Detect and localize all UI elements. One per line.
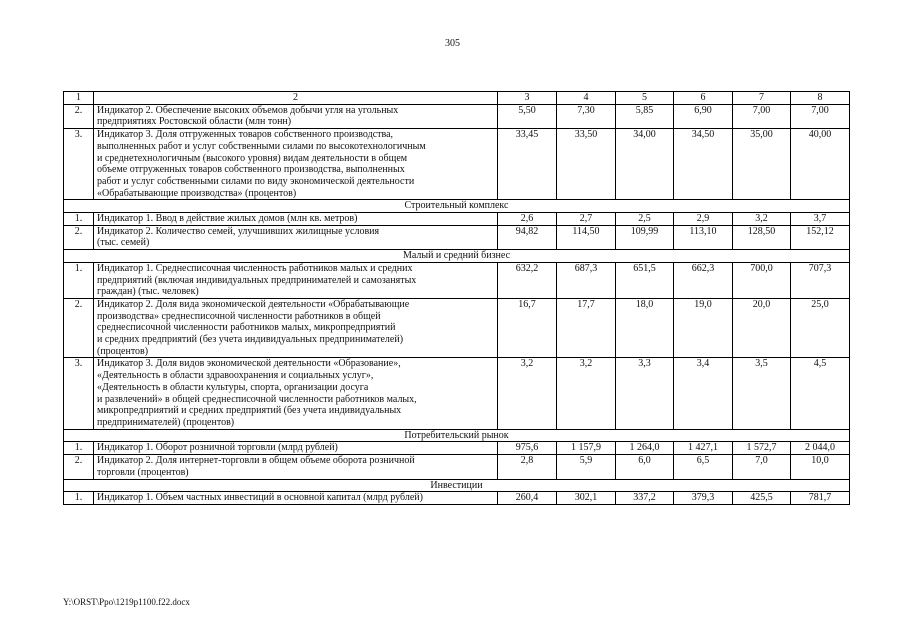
header-cell: 6: [674, 92, 733, 105]
description-line: Индикатор 1. Среднесписочная численность работников малых и средних: [97, 262, 413, 274]
table-body: [64, 104, 850, 504]
indicators-table: [63, 91, 850, 505]
indicator-description: [94, 358, 498, 429]
indicator-description: [94, 225, 498, 249]
description-line: «Деятельность в области здравоохранения и социальных услуг»,: [97, 370, 374, 382]
row-number: 1.: [64, 442, 94, 455]
value-cell: 33,50: [557, 129, 616, 200]
value-cell: 20,0: [733, 298, 791, 358]
value-cell: 302,1: [557, 492, 616, 505]
value-cell: 700,0: [733, 262, 791, 298]
description-line: «Деятельность в области культуры, спорта, организации досуга: [97, 381, 369, 393]
section-title: Малый и средний бизнес: [64, 250, 850, 263]
header-cell: 3: [498, 92, 557, 105]
row-number: 1.: [64, 492, 94, 505]
indicator-description: [94, 104, 498, 128]
indicator-description: [94, 442, 498, 455]
value-cell: 3,2: [733, 213, 791, 226]
value-cell: 7,00: [733, 104, 791, 128]
value-cell: 2,5: [616, 213, 674, 226]
table-row: [64, 262, 850, 298]
description-line: микропредприятий и средних предприятий (без учета индивидуальных: [97, 405, 402, 417]
table-row: [64, 225, 850, 249]
value-cell: 687,3: [557, 262, 616, 298]
value-cell: 781,7: [791, 492, 850, 505]
description-line: предприятиях Ростовской области (млн тонн): [97, 116, 292, 128]
value-cell: 425,5: [733, 492, 791, 505]
description-line: Индикатор 2. Доля вида экономической деятельности «Обрабатывающие: [97, 298, 410, 310]
value-cell: 5,50: [498, 104, 557, 128]
description-line: (тыс. семей): [97, 237, 150, 249]
value-cell: 33,45: [498, 129, 557, 200]
value-cell: 379,3: [674, 492, 733, 505]
header-cell: 5: [616, 92, 674, 105]
table-row: [64, 213, 850, 226]
header-cell: 4: [557, 92, 616, 105]
section-row: [64, 200, 850, 213]
value-cell: 975,6: [498, 442, 557, 455]
description-line: предприятий (включая индивидуальных предпринимателей и самозанятых: [97, 274, 417, 286]
description-line: торговли (процентов): [97, 466, 189, 478]
table-row: [64, 455, 850, 479]
value-cell: 707,3: [791, 262, 850, 298]
section-row: [64, 250, 850, 263]
value-cell: 2 044,0: [791, 442, 850, 455]
description-line: предпринимателей) (процентов): [97, 416, 235, 428]
value-cell: 17,7: [557, 298, 616, 358]
value-cell: 113,10: [674, 225, 733, 249]
value-cell: 5,9: [557, 455, 616, 479]
value-cell: 7,0: [733, 455, 791, 479]
section-row: [64, 479, 850, 492]
value-cell: 4,5: [791, 358, 850, 429]
page-number: 305: [445, 38, 460, 49]
table-row: [64, 442, 850, 455]
row-number: 1.: [64, 262, 94, 298]
section-title: Строительный комплекс: [64, 200, 850, 213]
value-cell: 3,4: [674, 358, 733, 429]
description-line: «Обрабатывающие производства» (процентов): [97, 187, 297, 199]
header-row: [64, 92, 850, 105]
description-line: (процентов): [97, 345, 149, 357]
description-line: Индикатор 1. Оборот розничной торговли (млрд рублей): [97, 442, 338, 454]
row-number: 3.: [64, 358, 94, 429]
description-line: работ и услуг собственными силами по виду экономической деятельности: [97, 175, 415, 187]
value-cell: 10,0: [791, 455, 850, 479]
description-line: Индикатор 1. Объем частных инвестиций в основной капитал (млрд рублей): [97, 492, 423, 504]
value-cell: 16,7: [498, 298, 557, 358]
value-cell: 1 264,0: [616, 442, 674, 455]
header-cell: 8: [791, 92, 850, 105]
row-number: 3.: [64, 129, 94, 200]
indicator-description: [94, 262, 498, 298]
section-title: Потребительский рынок: [64, 429, 850, 442]
value-cell: 662,3: [674, 262, 733, 298]
value-cell: 2,7: [557, 213, 616, 226]
description-line: Индикатор 3. Доля видов экономической деятельности «Образование»,: [97, 358, 401, 370]
description-line: Индикатор 2. Доля интернет-торговли в общем объеме оборота розничной: [97, 455, 415, 467]
description-line: производства» среднесписочной численности работников в общей: [97, 310, 381, 322]
value-cell: 6,0: [616, 455, 674, 479]
value-cell: 34,50: [674, 129, 733, 200]
table-row: [64, 104, 850, 128]
indicator-description: [94, 213, 498, 226]
value-cell: 1 572,7: [733, 442, 791, 455]
value-cell: 7,30: [557, 104, 616, 128]
indicator-description: [94, 129, 498, 200]
value-cell: 18,0: [616, 298, 674, 358]
table-row: [64, 492, 850, 505]
value-cell: 3,2: [498, 358, 557, 429]
value-cell: 3,5: [733, 358, 791, 429]
description-line: и средних предприятий (без учета индивидуальных предпринимателей): [97, 334, 404, 346]
footer-file-path: Y:\ORST\Ppo\1219p1100.f22.docx: [63, 597, 190, 607]
value-cell: 3,2: [557, 358, 616, 429]
header-cell: 1: [64, 92, 94, 105]
value-cell: 1 427,1: [674, 442, 733, 455]
description-line: Индикатор 3. Доля отгруженных товаров собственного производства,: [97, 129, 394, 141]
value-cell: 114,50: [557, 225, 616, 249]
header-cell: 7: [733, 92, 791, 105]
row-number: 1.: [64, 213, 94, 226]
value-cell: 152,12: [791, 225, 850, 249]
row-number: 2.: [64, 104, 94, 128]
value-cell: 40,00: [791, 129, 850, 200]
description-line: и среднетехнологичным (высокого уровня) видам деятельности в общем: [97, 152, 408, 164]
value-cell: 3,3: [616, 358, 674, 429]
description-line: Индикатор 2. Количество семей, улучшивших жилищные условия: [97, 225, 380, 237]
description-line: среднесписочной численности работников малых, микропредприятий: [97, 322, 396, 334]
description-line: Индикатор 2. Обеспечение высоких объемов добычи угля на угольных: [97, 104, 399, 116]
value-cell: 7,00: [791, 104, 850, 128]
value-cell: 1 157,9: [557, 442, 616, 455]
value-cell: 2,8: [498, 455, 557, 479]
section-row: [64, 429, 850, 442]
value-cell: 6,5: [674, 455, 733, 479]
indicator-description: [94, 492, 498, 505]
value-cell: 6,90: [674, 104, 733, 128]
description-line: и развлечений» в общей среднесписочной численности работников малых,: [97, 393, 417, 405]
value-cell: 2,6: [498, 213, 557, 226]
value-cell: 651,5: [616, 262, 674, 298]
value-cell: 337,2: [616, 492, 674, 505]
table-row: [64, 298, 850, 358]
description-line: граждан) (тыс. человек): [97, 286, 199, 298]
table-row: [64, 358, 850, 429]
value-cell: 632,2: [498, 262, 557, 298]
indicator-description: [94, 298, 498, 358]
header-cell: 2: [94, 92, 498, 105]
value-cell: 5,85: [616, 104, 674, 128]
value-cell: 128,50: [733, 225, 791, 249]
value-cell: 34,00: [616, 129, 674, 200]
row-number: 2.: [64, 455, 94, 479]
description-line: Индикатор 1. Ввод в действие жилых домов (млн кв. метров): [97, 213, 358, 225]
value-cell: 94,82: [498, 225, 557, 249]
row-number: 2.: [64, 298, 94, 358]
value-cell: 3,7: [791, 213, 850, 226]
description-line: выполненных работ и услуг собственными силами по высокотехнологичным: [97, 140, 426, 152]
value-cell: 19,0: [674, 298, 733, 358]
description-line: объеме отгруженных товаров собственного производства, выполненных: [97, 164, 405, 176]
table-row: [64, 129, 850, 200]
value-cell: 260,4: [498, 492, 557, 505]
value-cell: 25,0: [791, 298, 850, 358]
section-title: Инвестиции: [64, 479, 850, 492]
value-cell: 2,9: [674, 213, 733, 226]
value-cell: 109,99: [616, 225, 674, 249]
value-cell: 35,00: [733, 129, 791, 200]
indicator-description: [94, 455, 498, 479]
row-number: 2.: [64, 225, 94, 249]
